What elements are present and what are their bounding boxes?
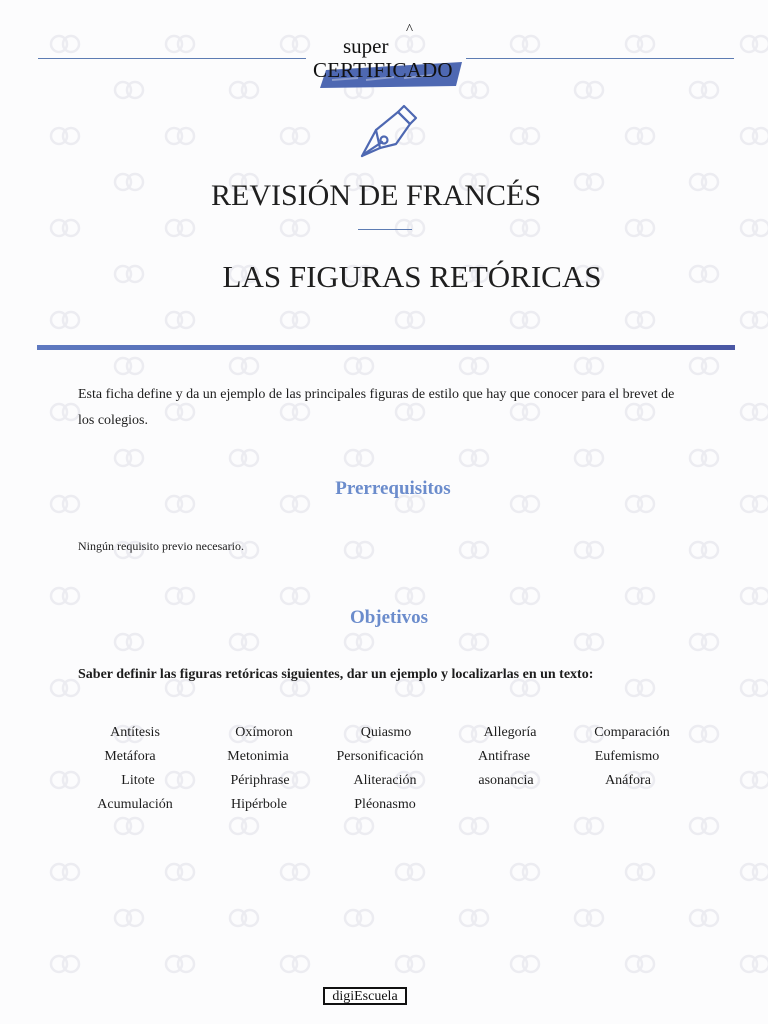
intro-paragraph: Esta ficha define y da un ejemplo de las principales figuras de estilo que hay que conocer para el brevet de los colegios. <box>78 387 675 428</box>
figure-term: Metonimia <box>227 749 289 764</box>
logo-certificate-text: CERTIFICADO <box>313 58 453 82</box>
prerequisites-heading: Prerrequisitos <box>335 478 451 499</box>
figure-term: Personificación <box>336 749 424 764</box>
logo-mark: ^ <box>406 22 414 38</box>
objectives-text: Saber definir las figuras retóricas siguientes, dar un ejemplo y localizarlas en un texto: <box>78 667 594 682</box>
page-title: REVISIÓN DE FRANCÉS <box>210 179 542 212</box>
fountain-pen-icon <box>358 102 420 162</box>
figure-term: Antítesis <box>110 725 160 740</box>
figure-term: Litote <box>121 773 155 788</box>
prerequisites-text: Ningún requisito previo necesario. <box>78 539 244 553</box>
figure-term: Pléonasmo <box>354 797 416 812</box>
figure-term: Comparación <box>594 725 670 740</box>
page-subtitle: LAS FIGURAS RETÓRICAS <box>222 259 602 294</box>
figure-term: Anáfora <box>605 773 651 788</box>
digiescuela-badge: digiEscuela <box>323 987 407 1005</box>
figure-term: Quiasmo <box>360 725 412 740</box>
figure-term: Oxímoron <box>235 725 293 740</box>
figure-term: asonancia <box>478 773 534 788</box>
title-divider <box>358 229 412 230</box>
objectives-heading: Objetivos <box>349 607 429 628</box>
figure-term: Antifrase <box>477 749 531 764</box>
figure-term: Aliteración <box>353 773 417 788</box>
super-certificado-logo <box>306 22 466 92</box>
header-band <box>37 345 735 350</box>
logo-super-text: super <box>343 34 389 58</box>
figure-term: Allegoría <box>483 725 537 740</box>
figure-term: Eufemismo <box>594 749 660 764</box>
figure-term: Périphrase <box>230 773 290 788</box>
logo-divider-left <box>38 58 306 59</box>
logo-divider-right <box>466 58 734 59</box>
figure-term: Hipérbole <box>231 797 287 812</box>
figure-term: Metáfora <box>104 749 156 764</box>
figure-term: Acumulación <box>97 797 173 812</box>
